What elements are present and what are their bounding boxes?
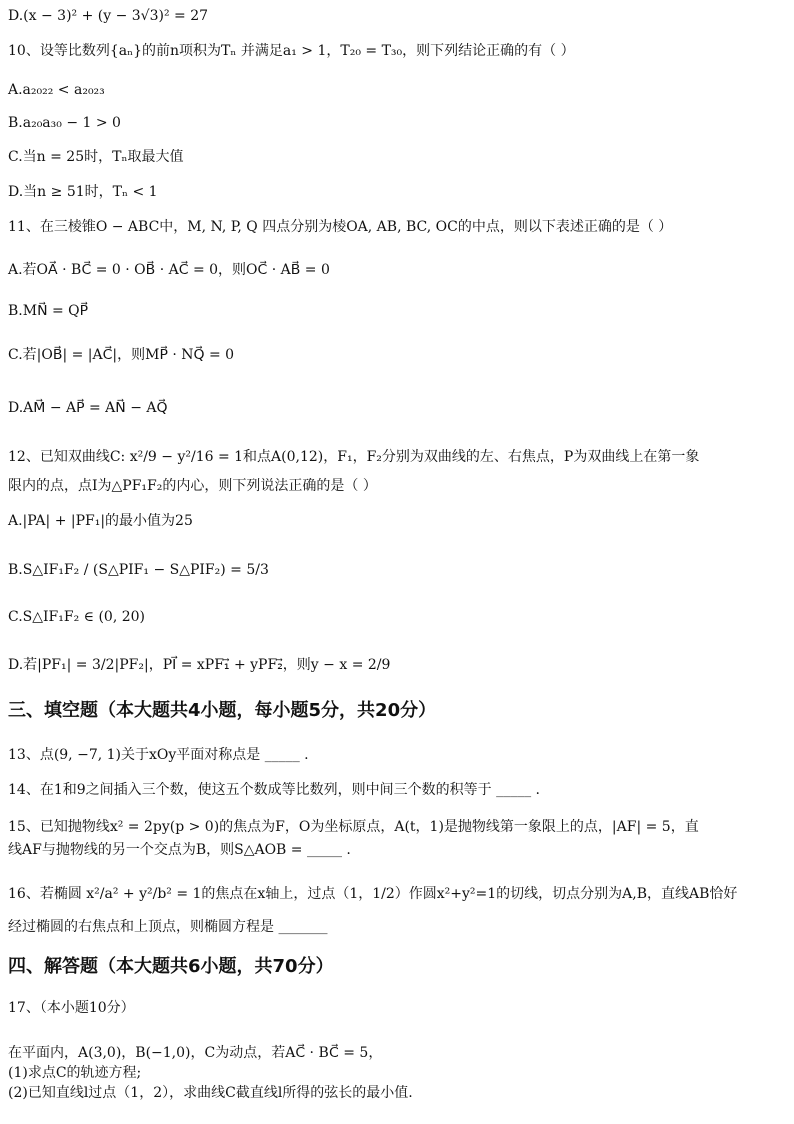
section-title-answer: 四、解答题（本大题共6小题，共70分） bbox=[8, 956, 334, 977]
q11-option-d: D.AM⃗ − AP⃗ = AN⃗ − AQ⃗ bbox=[8, 400, 168, 416]
q12-option-a: A.|PA| + |PF₁|的最小值为25 bbox=[8, 513, 193, 529]
q15-line-1: 15、已知抛物线x² = 2py(p > 0)的焦点为F，O为坐标原点，A(t，1)是抛物线第一象限上的点，|AF| = 5，直 bbox=[8, 819, 699, 835]
q12-option-b: B.S△IF₁F₂ / (S△PIF₁ − S△PIF₂) = 5/3 bbox=[8, 562, 269, 578]
q17-header: 17、（本小题10分） bbox=[8, 1000, 135, 1016]
q14: 14、在1和9之间插入三个数，使这五个数成等比数列，则中间三个数的积等于 _____ . bbox=[8, 782, 540, 798]
q10-option-a: A.a₂₀₂₂ < a₂₀₂₃ bbox=[8, 82, 105, 98]
q10-option-b: B.a₂₀a₃₀ − 1 > 0 bbox=[8, 115, 121, 131]
q17-stem: 在平面内，A(3,0)，B(−1,0)，C为动点，若AC⃗ · BC⃗ = 5， bbox=[8, 1045, 383, 1061]
q12-option-d: D.若|PF₁| = 3/2|PF₂|，PI⃗ = xPF₁⃗ + yPF₂⃗，则y − x = 2/9 bbox=[8, 657, 391, 673]
q17-part-2: (2)已知直线l过点（1，2），求曲线C截直线l所得的弦长的最小值. bbox=[8, 1085, 413, 1101]
section-title-fill-blank: 三、填空题（本大题共4小题，每小题5分，共20分） bbox=[8, 700, 437, 721]
q12-option-c: C.S△IF₁F₂ ∈ (0, 20) bbox=[8, 609, 146, 625]
q11-option-a: A.若OA⃗ · BC⃗ = 0 · OB⃗ · AC⃗ = 0，则OC⃗ · AB⃗ = 0 bbox=[8, 262, 330, 278]
q10-option-c: C.当n = 25时，Tₙ取最大值 bbox=[8, 149, 184, 165]
q16-line-1: 16、若椭圆 x²/a² + y²/b² = 1的焦点在x轴上，过点（1，1/2）作圆x²+y²=1的切线，切点分别为A,B，直线AB恰好 bbox=[8, 886, 738, 902]
q13: 13、点(9, −7, 1)关于xOy平面对称点是 _____ . bbox=[8, 747, 309, 763]
q10-option-d: D.当n ≥ 51时，Tₙ < 1 bbox=[8, 184, 158, 200]
q17-part-1: (1)求点C的轨迹方程; bbox=[8, 1065, 142, 1081]
q16-line-2: 经过椭圆的右焦点和上顶点，则椭圆方程是 _______ bbox=[8, 919, 328, 935]
q11-option-b: B.MN⃗ = QP⃗ bbox=[8, 303, 89, 319]
q12-stem-line-2: 限内的点，点I为△PF₁F₂的内心，则下列说法正确的是（ ） bbox=[8, 478, 377, 494]
q12-stem-line-1: 12、已知双曲线C: x²/9 − y²/16 = 1和点A(0,12)，F₁，F₂分别为双曲线的左、右焦点，P为双曲线上在第一象 bbox=[8, 449, 700, 465]
q10-stem: 10、设等比数列{aₙ}的前n项积为Tₙ 并满足a₁ > 1，T₂₀ = T₃₀，则下列结论正确的有（ ） bbox=[8, 43, 575, 59]
q11-stem: 11、在三棱锥O − ABC中，M, N, P, Q 四点分别为棱OA, AB, BC, OC的中点，则以下表述正确的是（ ） bbox=[8, 219, 673, 235]
q11-option-c: C.若|OB⃗| = |AC⃗|，则MP⃗ · NQ⃗ = 0 bbox=[8, 347, 235, 363]
q15-line-2: 线AF与抛物线的另一个交点为B，则S△AOB = _____ . bbox=[8, 842, 351, 858]
q9-option-d: D.(x − 3)² + (y − 3√3)² = 27 bbox=[8, 8, 209, 24]
